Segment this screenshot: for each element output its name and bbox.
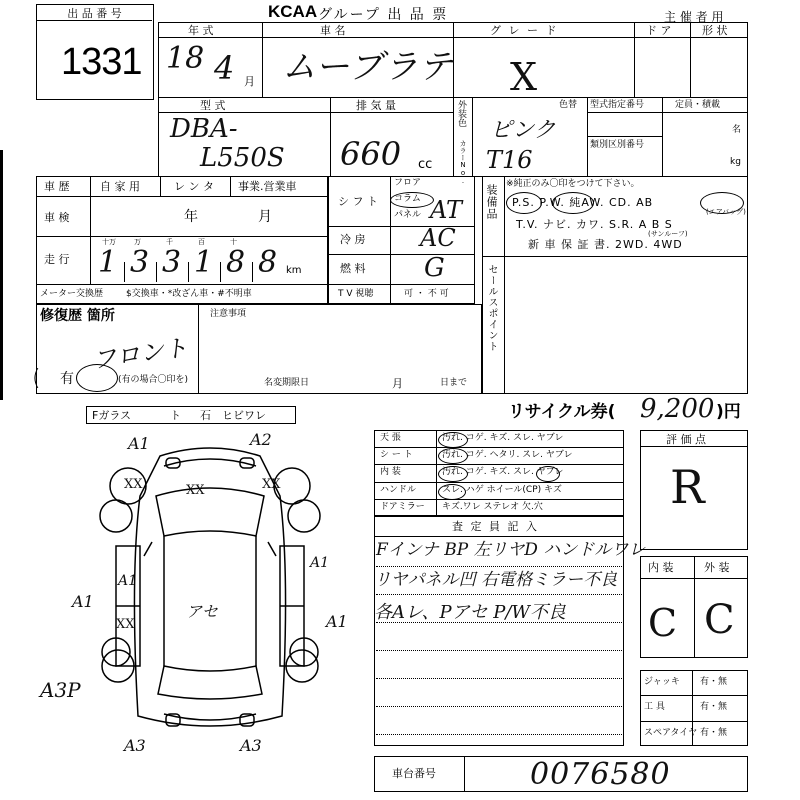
exterior-grade: C (704, 597, 735, 643)
mileage-separator (252, 262, 253, 282)
year-value: 18 (166, 41, 205, 76)
interior-grade-label: 内 装 (648, 561, 674, 574)
displacement-unit: cc (418, 157, 433, 172)
remark-rule (376, 734, 622, 735)
interior-row-label: 天 張 (380, 433, 401, 443)
capacity-unit-persons: 名 (732, 125, 742, 135)
divider (160, 176, 161, 196)
evaluation-score: R (670, 460, 705, 514)
divider (587, 112, 748, 113)
divider (587, 136, 662, 137)
interior-grade: C (648, 601, 678, 645)
mileage-digit: 1 (98, 245, 118, 280)
divider (374, 482, 624, 483)
notes-label: 注意事項 (210, 309, 247, 319)
repair-has-circle (76, 364, 118, 392)
tv-options: 可 ・ 不 可 (404, 289, 449, 299)
model-value-prefix: DBA- (170, 114, 238, 144)
divider (690, 22, 691, 98)
seat-dirt-circle (438, 448, 468, 464)
divider (328, 254, 475, 255)
divider (198, 304, 199, 394)
interior-row-options: スレ. ハゲ ホイール(CP) キズ (442, 484, 562, 495)
car-name-label: 車 名 (320, 24, 346, 37)
divider (90, 176, 91, 284)
interior-row-label: ハンドル (380, 484, 417, 495)
capacity-label: 定員・積載 (675, 100, 721, 110)
remark-line-3: 各Aレ、Pアセ P/W不良 (374, 602, 566, 623)
shift-column: コラム (394, 194, 421, 204)
displacement-value: 660 (340, 135, 402, 173)
damage-ase-roof: アセ (186, 602, 218, 621)
damage-a1-right: A1 (326, 612, 348, 631)
mileage-digit: 3 (130, 245, 150, 280)
damage-a3p-rear-left: A3P (40, 678, 81, 702)
month-unit: 月 (244, 75, 255, 88)
exterior-grade-label: 外 装 (704, 561, 730, 574)
private-use-option: 自 家 用 (100, 180, 140, 193)
damage-a3-rear-right: A3 (240, 736, 262, 755)
name-change-month: 月 (392, 377, 403, 390)
pw-circle (552, 192, 594, 214)
ac-label: 冷 房 (340, 233, 366, 246)
shift-column-circle (390, 192, 434, 208)
divider (158, 112, 453, 113)
damage-xx-front-right: XX (262, 477, 281, 492)
handle-wear-circle (438, 484, 466, 500)
evaluation-label: 評 価 点 (666, 433, 706, 446)
fuel-value: G (424, 253, 445, 283)
mileage-place-label: 十万 (102, 238, 116, 246)
month-value: 4 (214, 49, 235, 87)
divider (328, 284, 475, 285)
damage-xx-left: XX (116, 617, 135, 632)
mileage-digit: 8 (226, 245, 246, 280)
glass-crack: ヒビワレ (222, 409, 266, 422)
shift-value: AT (430, 196, 463, 224)
divider (634, 22, 635, 98)
scan-edge-mark (0, 150, 3, 400)
kcaa-logo: KCAA (268, 2, 318, 21)
repair-has-label: 有 (60, 371, 74, 387)
divider (504, 176, 505, 394)
divider (640, 446, 748, 447)
model-label: 型 式 (200, 99, 226, 112)
meter-options: $交換車・*改ざん車・#不明車 (126, 289, 252, 299)
organizer-label: 主 催 者 用 (664, 10, 724, 24)
body-type-label: 形 状 (702, 24, 728, 37)
lot-number-box (36, 4, 154, 100)
divider (36, 236, 328, 237)
mileage-separator (220, 262, 221, 282)
damage-a1-left-door: A1 (118, 573, 138, 589)
form-title: グループ 出 品 票 (318, 7, 449, 23)
accessory-options: 有・無 (700, 727, 728, 738)
divider (36, 196, 328, 197)
exterior-color-label: 外装色 (456, 100, 466, 127)
lot-number-label: 出 品 番 号 (37, 5, 152, 21)
recycle-unit: )円 (716, 402, 741, 422)
interior-row-options: 汚れ. コゲ. ヘタリ. スレ. ヤブレ (442, 450, 573, 461)
divider (36, 284, 328, 285)
mileage-place-label: 千 (166, 238, 173, 246)
remark-line-1: Fインナ BP 左リヤD ハンドルワレ (376, 540, 646, 560)
interior-row-label: ドアミラー (380, 501, 425, 512)
divider (330, 97, 331, 177)
inspection-year-unit: 年 (184, 209, 198, 225)
name-change-day: 日まで (440, 378, 468, 388)
grade-label: グ レ ー ド (490, 24, 559, 37)
mileage-digit: 3 (162, 245, 182, 280)
ceiling-dirt-circle (438, 432, 468, 448)
repair-has-note: (有の場合〇印を) (118, 375, 189, 385)
ps-circle (506, 192, 542, 214)
equipment-line-2: T.V. ナビ. カワ. S.R. A B S (516, 218, 673, 231)
km-unit: km (286, 265, 302, 276)
interior-row-options: キズ.ワレ ステレオ 欠.穴 (442, 501, 543, 512)
divider (472, 97, 473, 177)
inspection-month-unit: 月 (258, 209, 272, 225)
car-history-label: 車 歴 (44, 180, 70, 193)
mileage-digit: 8 (258, 245, 278, 280)
interior-scratch-circle (536, 466, 560, 482)
type-designation-label: 型式指定番号 (590, 100, 645, 110)
model-value: L550S (200, 143, 285, 173)
divider (374, 499, 624, 500)
glass-stone: 石 (200, 409, 211, 422)
car-damage-diagram (60, 426, 360, 766)
divider (482, 256, 748, 257)
damage-a1-right-door: A1 (310, 555, 330, 571)
mileage-place-label: 百 (198, 238, 205, 246)
divider (640, 695, 748, 696)
damage-a1-front-left: A1 (128, 434, 150, 453)
airbag-note: (エアバッグ) (706, 208, 746, 216)
damage-a2-front-right: A2 (250, 430, 272, 449)
mileage-place-label: 十 (230, 238, 237, 246)
capacity-unit-kg: kg (730, 157, 741, 167)
grade-value: X (510, 55, 538, 99)
equipment-note: ※純正のみ〇印をつけて下さい。 (506, 179, 640, 189)
ac-value: AC (420, 224, 456, 252)
chassis-number: 0076580 (530, 757, 671, 792)
divider (587, 97, 588, 177)
lot-number: 1331 (61, 41, 142, 83)
divider (374, 447, 624, 448)
sales-point-label: セールスポイント (486, 264, 497, 352)
damage-xx-hood: XX (186, 483, 205, 498)
glass-chip: ト (170, 409, 181, 422)
repair-location-value: フロント (90, 333, 190, 375)
displacement-label: 排 気 量 (356, 99, 396, 112)
damage-a3-rear: A3 (124, 736, 146, 755)
accessory-options: 有・無 (700, 702, 728, 713)
shift-floor: フロア (394, 178, 422, 188)
mileage-label: 走 行 (44, 253, 70, 266)
mileage-place-label: 万 (134, 238, 141, 246)
remark-rule (376, 594, 622, 595)
remark-line-2: リヤパネル凹 右電格ミラー不良 (374, 570, 618, 590)
divider (390, 176, 391, 304)
divider (453, 97, 454, 177)
recycle-value: 9,200 (640, 394, 715, 424)
equipment-side-label: 装備品 (485, 184, 498, 220)
divider (692, 670, 693, 746)
category-label: 類別区別番号 (590, 140, 645, 150)
shift-panel: パネル (394, 210, 422, 220)
name-change-label: 名変期限日 (264, 378, 310, 388)
meter-change-label: メーター交換歴 (40, 289, 104, 299)
repair-history-label: 修復歴 箇所 (40, 308, 115, 324)
divider (374, 536, 624, 537)
accessory-label: スペアタイヤ (644, 727, 698, 738)
mileage-separator (188, 262, 189, 282)
year-label: 年 式 (188, 24, 214, 37)
inspector-label: 査 定 員 記 入 (452, 520, 539, 533)
divider (640, 721, 748, 722)
interior-row-options: 汚れ. コゲ. キズ. スレ. ヤブレ (442, 433, 564, 443)
fuel-label: 燃 料 (340, 262, 366, 275)
damage-xx-front-left: XX (124, 477, 143, 492)
business-option: 事業.営業車 (238, 180, 297, 193)
paren-mark: ( (32, 366, 41, 391)
airbag-circle (700, 192, 744, 214)
interior-row-options: 汚れ. コゲ. キズ. スレ. ヤブレ (442, 467, 564, 478)
mileage-digit: 1 (194, 245, 214, 280)
recycle-label: リサイクル券( (508, 402, 616, 422)
mileage-separator (124, 262, 125, 282)
remark-rule (376, 650, 622, 651)
chassis-label: 車台番号 (392, 767, 436, 780)
color-number-label: カラーNo. (459, 140, 467, 185)
accessory-options: 有・無 (700, 677, 728, 687)
divider (464, 756, 465, 792)
color-code: T16 (486, 146, 533, 174)
equipment-line-1: P.S. P.W. 純AW. CD. AB (512, 196, 654, 209)
accessory-label: ジャッキ (644, 677, 680, 687)
tv-label: T V 視聴 (338, 289, 374, 299)
inspection-label: 車 検 (44, 211, 70, 224)
mileage-separator (156, 262, 157, 282)
remark-rule (376, 706, 622, 707)
interior-row-label: 内 装 (380, 467, 401, 478)
remark-rule (376, 678, 622, 679)
accessory-label: 工 具 (644, 702, 665, 713)
damage-a-left: A1 (72, 592, 94, 611)
shift-label: シ フ ト (338, 195, 378, 208)
car-name-value: ムーブラテ (282, 47, 454, 87)
rental-option: レ ン タ (174, 180, 214, 193)
color-change-label: 色替 (559, 100, 578, 110)
interior-row-label: シ ー ト (380, 450, 413, 461)
color-value: ピンク (490, 118, 556, 143)
divider (262, 22, 263, 98)
doors-label: ド ア (646, 24, 672, 37)
interior-dirt-circle (438, 466, 468, 482)
sunroof-note: (サンルーフ) (648, 230, 688, 238)
divider (374, 464, 624, 465)
equipment-line-3: 新 車 保 証 書. 2WD. 4WD (528, 238, 683, 251)
divider (230, 176, 231, 196)
glass-front: Fガラス (92, 409, 131, 422)
divider (436, 430, 437, 516)
divider (694, 556, 695, 658)
remark-rule (376, 566, 622, 567)
divider (662, 97, 663, 177)
